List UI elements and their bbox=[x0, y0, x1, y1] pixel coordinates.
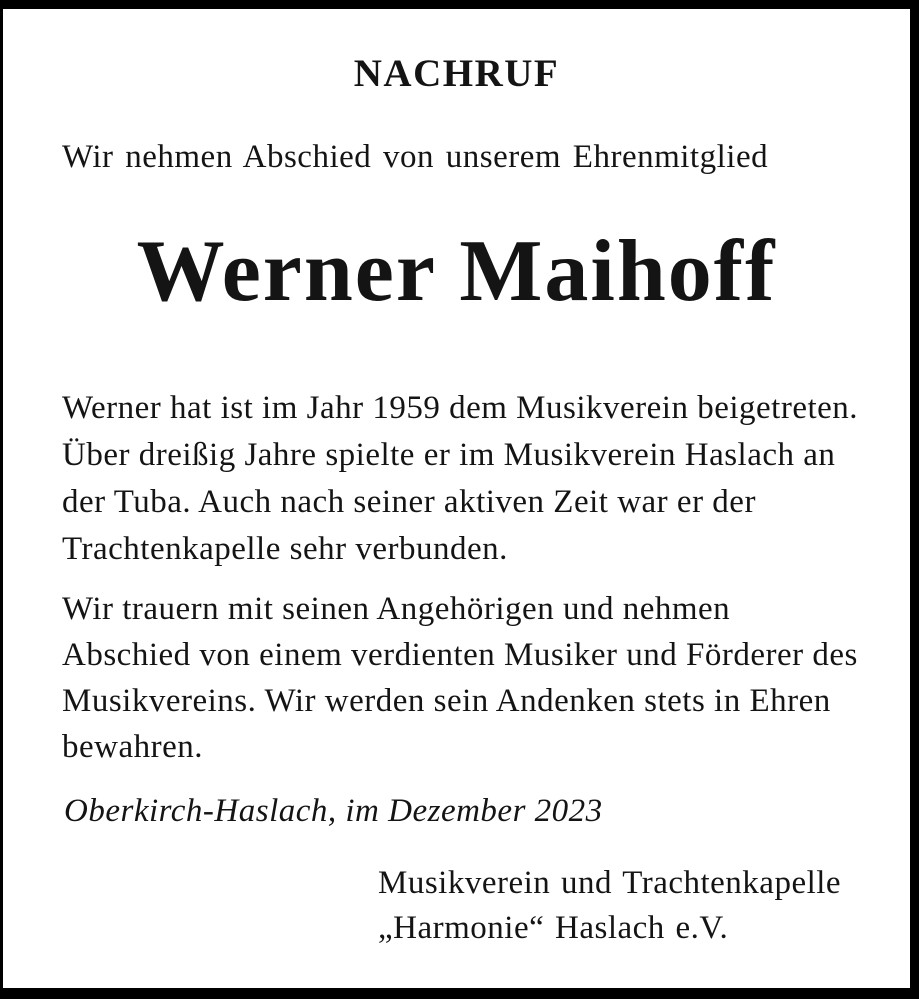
paragraph-line: Musikvereins. Wir werden sein Andenken stets in Ehren bbox=[62, 683, 831, 719]
obituary-notice bbox=[3, 9, 910, 988]
paragraph-line: Über dreißig Jahre spielte er im Musikverein Haslach an bbox=[62, 437, 836, 473]
notice-title: NACHRUF bbox=[353, 52, 560, 95]
deceased-name: Werner Maihoff bbox=[136, 223, 777, 320]
paragraph-condolence bbox=[62, 586, 870, 770]
signature-block bbox=[378, 861, 841, 951]
paragraph-line: Wir trauern mit seinen Angehörigen und nehmen bbox=[62, 591, 731, 627]
place-date-line: Oberkirch-Haslach, im Dezember 2023 bbox=[64, 793, 603, 829]
paragraph-line: Trachtenkapelle sehr verbunden. bbox=[62, 531, 508, 567]
intro-line: Wir nehmen Abschied von unserem Ehrenmitglied bbox=[62, 139, 769, 175]
signature-association-name: „Harmonie“ Haslach e.V. bbox=[378, 910, 729, 946]
paragraph-line: Werner hat ist im Jahr 1959 dem Musikverein beigetreten. bbox=[62, 390, 859, 426]
paragraph-line: der Tuba. Auch nach seiner aktiven Zeit war er der bbox=[62, 484, 756, 520]
paragraph-line: Abschied von einem verdienten Musiker und Förderer des bbox=[62, 637, 858, 673]
paragraph-line: bewahren. bbox=[62, 729, 204, 765]
signature-organization: Musikverein und Trachtenkapelle bbox=[378, 865, 842, 901]
paragraph-biography bbox=[62, 385, 870, 573]
